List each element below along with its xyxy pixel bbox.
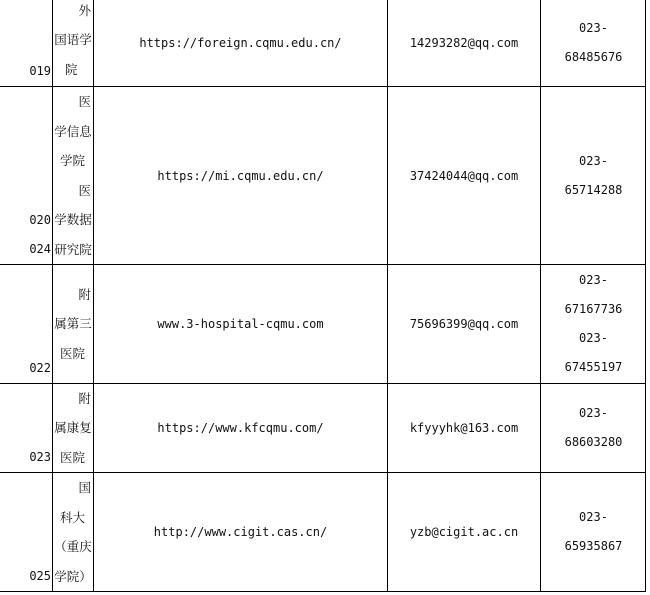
unit-name-line: 医院 xyxy=(60,345,86,361)
unit-name-cell xyxy=(53,0,93,86)
unit-name-line: 院 xyxy=(65,61,78,77)
email-link[interactable] xyxy=(388,265,540,383)
unit-code-cell xyxy=(0,384,52,472)
unit-code-cell xyxy=(0,87,52,264)
phone-line: 023- xyxy=(579,21,608,35)
unit-name-line: 学院） xyxy=(54,568,92,584)
phone-line: 023- xyxy=(579,406,608,420)
website-text: https://foreign.cqmu.edu.cn/ xyxy=(139,36,342,50)
unit-code: 024 xyxy=(29,242,51,256)
unit-name-cell xyxy=(53,87,93,264)
unit-name-line: 学信息 xyxy=(54,123,92,139)
phone-line: 023- xyxy=(579,510,608,524)
email-link[interactable] xyxy=(388,87,540,264)
unit-code: 023 xyxy=(29,450,51,464)
phone-line: 023- xyxy=(579,331,608,345)
unit-name-line: 学院 xyxy=(60,153,86,168)
website-text: https://mi.cqmu.edu.cn/ xyxy=(157,168,324,183)
unit-name-line: 属康复 xyxy=(54,420,92,436)
website-link[interactable] xyxy=(94,0,387,86)
unit-name-line: 医 xyxy=(78,182,91,198)
phone-line: 68603280 xyxy=(564,435,623,449)
unit-code-cell xyxy=(0,0,52,86)
phone-line: 65714288 xyxy=(564,182,623,197)
email-text: 14293282@qq.com xyxy=(409,36,519,50)
unit-code: 025 xyxy=(29,569,51,583)
unit-name-line: （重庆 xyxy=(54,539,92,554)
website-link[interactable] xyxy=(94,265,387,383)
unit-name-cell xyxy=(53,265,93,383)
website-link[interactable] xyxy=(94,87,387,264)
phone-cell xyxy=(541,0,646,86)
email-link[interactable] xyxy=(388,0,540,86)
website-text: http://www.cigit.cas.cn/ xyxy=(153,525,328,539)
unit-name-line: 附 xyxy=(78,390,91,406)
unit-name-line: 附 xyxy=(78,286,91,302)
email-link[interactable] xyxy=(388,473,540,591)
website-link[interactable] xyxy=(94,384,387,472)
unit-name-line: 科大 xyxy=(60,509,86,525)
phone-line: 023- xyxy=(579,273,608,287)
unit-code: 022 xyxy=(29,361,51,375)
email-text: yzb@cigit.ac.cn xyxy=(409,525,519,539)
unit-name-cell xyxy=(53,384,93,472)
phone-line: 68485676 xyxy=(564,50,623,64)
email-text: 75696399@qq.com xyxy=(409,317,519,331)
phone-line: 67167736 xyxy=(564,302,623,316)
unit-name-line: 研究院 xyxy=(54,241,92,257)
unit-name-line: 医院 xyxy=(60,449,86,465)
phone-cell xyxy=(541,265,646,383)
phone-line: 023- xyxy=(579,153,608,168)
unit-code: 020 xyxy=(29,213,51,227)
unit-name-line: 外 xyxy=(78,2,91,18)
phone-cell xyxy=(541,384,646,472)
unit-name-line: 医 xyxy=(78,94,91,109)
row-divider xyxy=(0,591,646,592)
phone-cell xyxy=(541,473,646,591)
unit-code: 019 xyxy=(29,64,51,78)
unit-name-line: 国语学 xyxy=(54,32,92,48)
website-text: https://www.kfcqmu.com/ xyxy=(157,421,324,435)
unit-name-cell xyxy=(53,473,93,591)
phone-line: 67455197 xyxy=(564,360,623,374)
phone-cell xyxy=(541,87,646,264)
website-link[interactable] xyxy=(94,473,387,591)
email-text: kfyyyhk@163.com xyxy=(409,421,519,435)
phone-line: 65935867 xyxy=(564,539,623,553)
unit-code-cell xyxy=(0,473,52,591)
unit-name-line: 属第三 xyxy=(54,316,92,332)
website-text: www.3-hospital-cqmu.com xyxy=(157,317,324,331)
email-text: 37424044@qq.com xyxy=(409,168,519,183)
unit-code-cell xyxy=(0,265,52,383)
email-link[interactable] xyxy=(388,384,540,472)
unit-name-line: 国 xyxy=(78,480,91,495)
unit-name-line: 学数据 xyxy=(54,212,92,227)
